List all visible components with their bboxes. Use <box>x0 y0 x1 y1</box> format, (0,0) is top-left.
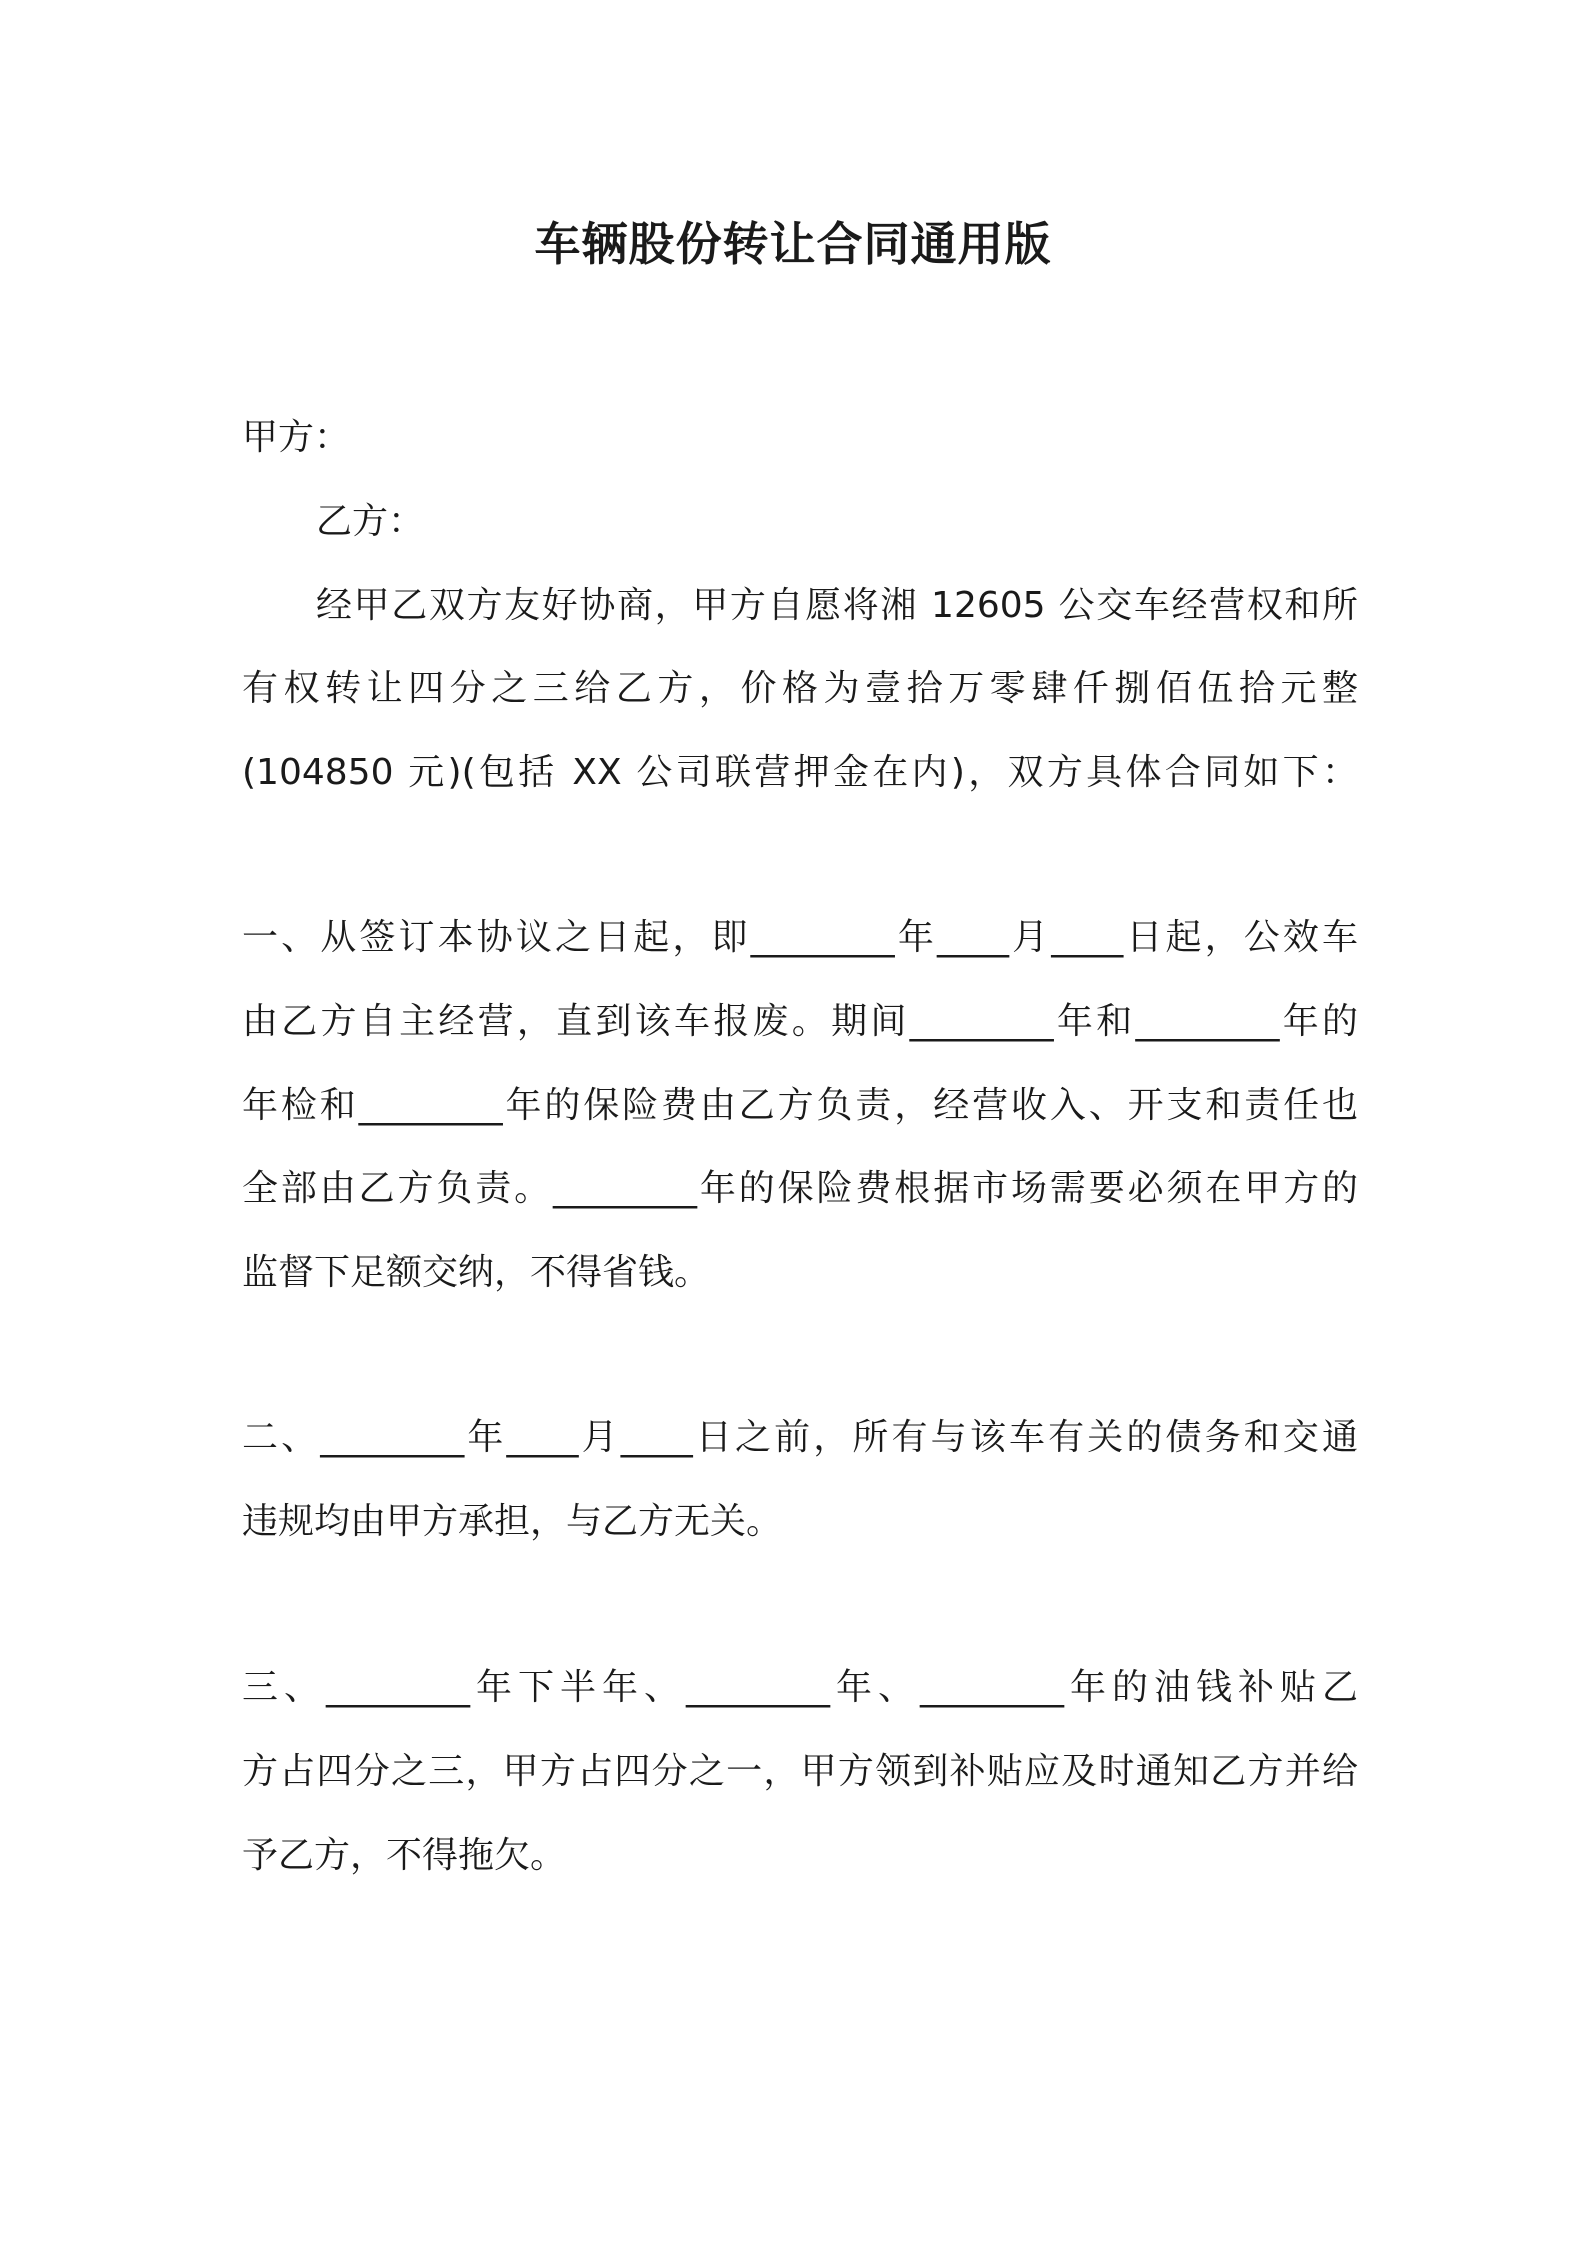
clause-1-line-1: 一、从签订本协议之日起，即________年____月____日起，公效车 <box>242 917 1358 958</box>
clause-1-line-5: 监督下足额交纳，不得省钱。 <box>242 1252 711 1293</box>
clause-3-line-2: 方占四分之三，甲方占四分之一，甲方领到补贴应及时通知乙方并给 <box>242 1751 1358 1792</box>
clause-1-line-4: 全部由乙方负责。________年的保险费根据市场需要必须在甲方的 <box>242 1168 1358 1209</box>
clause-1-line-2: 由乙方自主经营，直到该车报废。期间________年和________年的 <box>242 1001 1358 1042</box>
party-b-line: 乙方： <box>316 501 425 542</box>
clause-1-line-3: 年检和________年的保险费由乙方负责，经营收入、开支和责任也 <box>242 1085 1358 1126</box>
clause-2-line-1: 二、________年____月____日之前，所有与该车有关的债务和交通 <box>242 1417 1358 1458</box>
intro-line-2: 有权转让四分之三给乙方，价格为壹拾万零肆仟捌佰伍拾元整 <box>242 668 1358 709</box>
clause-3-line-3: 予乙方，不得拖欠。 <box>242 1835 567 1876</box>
intro-line-1: 经甲乙双方友好协商，甲方自愿将湘 12605 公交车经营权和所 <box>316 585 1358 626</box>
clause-2-line-2: 违规均由甲方承担，与乙方无关。 <box>242 1501 783 1542</box>
intro-line-3: (104850 元)(包括 XX 公司联营押金在内)，双方具体合同如下： <box>242 752 1358 793</box>
document-title: 车辆股份转让合同通用版 <box>534 217 1052 271</box>
party-a-line: 甲方： <box>242 417 351 458</box>
clause-3-line-1: 三、________年下半年、________年、________年的油钱补贴乙 <box>242 1667 1358 1708</box>
